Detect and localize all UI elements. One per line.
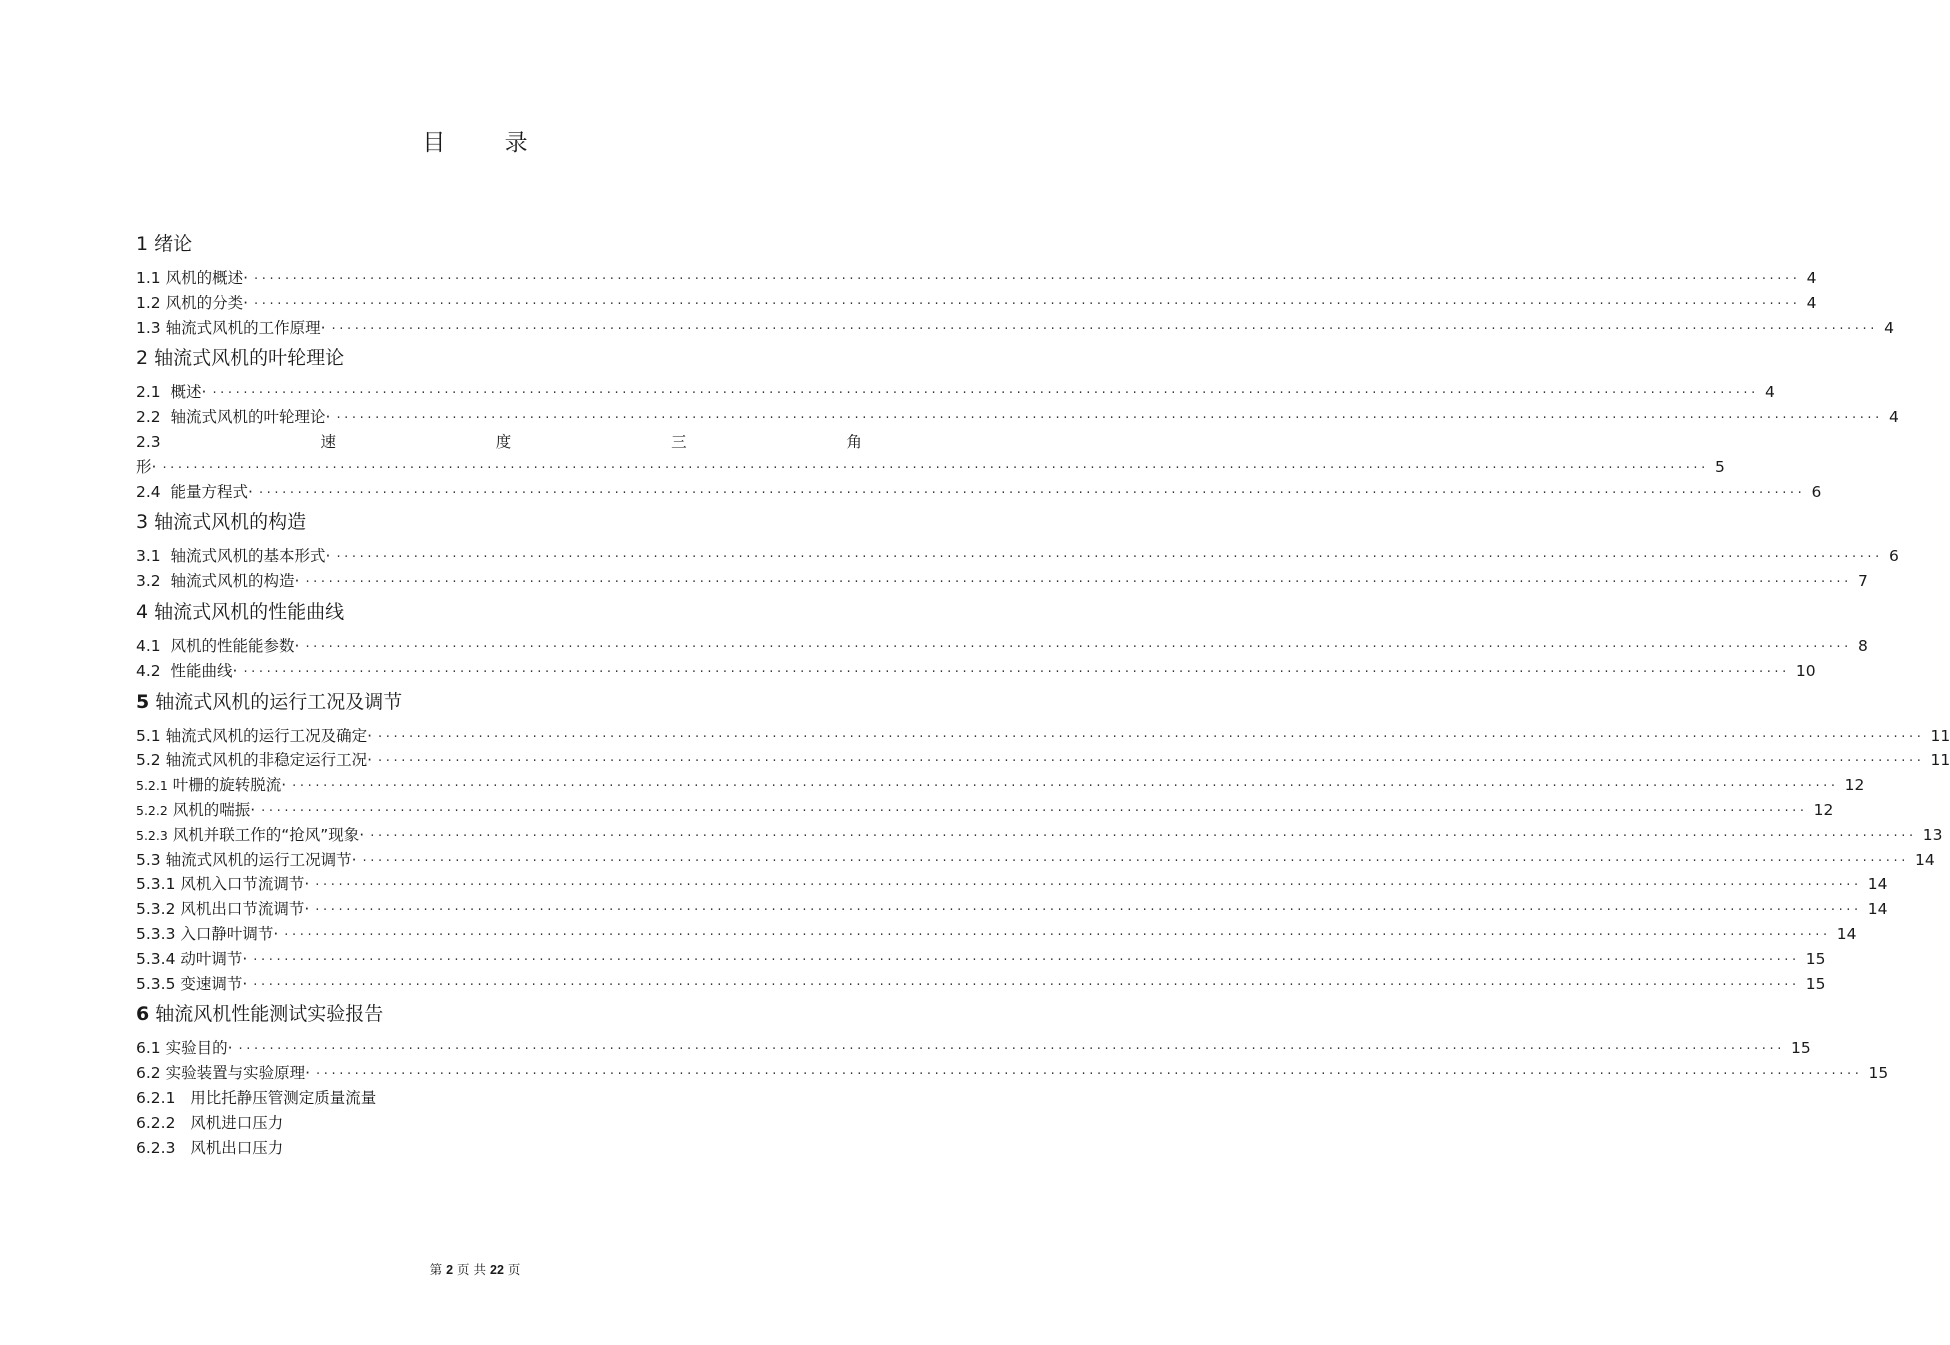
chapter-title: 轴流风机性能测试实验报告: [155, 1003, 384, 1026]
entry-label: 5.3.5 变速调节·: [136, 974, 248, 993]
entry-label: 5.3.4 动叶调节·: [136, 949, 248, 968]
toc-entry[interactable]: [136, 405, 1899, 430]
table-of-contents: [136, 226, 1950, 1160]
entry-label: 5.3.2 风机出口节流调节·: [136, 900, 310, 919]
entry-label: 5.1 轴流式风机的运行工况及确定·: [136, 726, 373, 745]
dot-leader: ········································································································································································································: [261, 803, 1808, 819]
entry-label: 2.1 概述·: [136, 383, 207, 402]
chapter-title: 轴流式风机的叶轮理论: [154, 347, 345, 370]
chapter-title: 轴流式风机的构造: [154, 511, 307, 534]
chapter-number: 6: [136, 1003, 150, 1026]
entry-page: 6: [1811, 482, 1822, 501]
toc-entry[interactable]: [136, 380, 1775, 405]
entry-label: 3.1 轴流式风机的基本形式·: [136, 547, 331, 566]
footer-suffix: 页: [507, 1262, 521, 1277]
entry-page: 4: [1806, 269, 1817, 287]
footer-page-number: 2: [446, 1263, 454, 1277]
toc-entry[interactable]: [136, 922, 1857, 947]
entry-page: 4: [1889, 408, 1899, 427]
toc-entry[interactable]: [136, 773, 1865, 798]
dot-leader: ········································································································································································································: [331, 321, 1878, 337]
toc-entry-continuation[interactable]: [136, 455, 1725, 480]
entry-label: 6.2.1 用比托静压管测定质量流量: [136, 1088, 377, 1107]
dot-leader: ········································································································································································································: [284, 927, 1831, 943]
entry-label: 2.4 能量方程式·: [136, 482, 253, 501]
dot-leader: ········································································································································································································: [378, 754, 1925, 770]
chapter-number: 3: [136, 511, 149, 534]
toc-entry[interactable]: [136, 798, 1834, 823]
toc-entry[interactable]: [136, 823, 1943, 848]
dot-leader: ········································································································································································································: [292, 779, 1839, 795]
page-title: 目 录: [422, 130, 554, 156]
toc-entry[interactable]: [136, 569, 1868, 594]
entry-page: 14: [1914, 850, 1935, 869]
entry-label: 5.2 轴流式风机的非稳定运行工况·: [136, 751, 373, 770]
dot-leader: ········································································································································································································: [336, 411, 1883, 427]
entry-label: 2.2 轴流式风机的叶轮理论·: [136, 408, 331, 427]
entry-label: 6.1 实验目的·: [136, 1039, 233, 1058]
page-footer: [0, 1260, 950, 1278]
entry-label: 1.2 风机的分类·: [136, 293, 249, 312]
dot-leader: ········································································································································································································: [305, 575, 1852, 591]
entry-label: 1.1 风机的概述·: [136, 269, 249, 287]
entry-char: 速: [320, 432, 336, 451]
chapter-number: 1: [136, 233, 149, 255]
dot-leader: ········································································································································································································: [243, 664, 1790, 680]
chapter-title: 轴流式风机的运行工况及调节: [155, 690, 403, 713]
entry-label: 4.2 性能曲线·: [136, 661, 238, 680]
entry-char: 度: [495, 432, 512, 451]
entry-text: 风机并联工作的“抢风”现象·: [167, 825, 365, 844]
chapter-title: 轴流式风机的性能曲线: [154, 600, 345, 623]
dot-leader: ········································································································································································································: [212, 386, 1759, 402]
toc-entry[interactable]: [136, 266, 1817, 291]
entry-page: 8: [1858, 636, 1868, 655]
entry-page: 14: [1867, 875, 1888, 894]
entry-page: 13: [1922, 825, 1943, 844]
chapter-number: 5: [136, 690, 150, 713]
dot-leader: ········································································································································································································: [254, 296, 1801, 312]
dot-leader: ········································································································································································································: [238, 1042, 1785, 1058]
entry-label: [136, 773, 286, 799]
chapter-heading: [136, 1000, 862, 1028]
entry-char: 三: [671, 432, 687, 451]
entry-number: 5.2.2: [136, 802, 168, 818]
toc-entry[interactable]: [136, 724, 1950, 749]
chapter-heading: [136, 344, 862, 372]
entry-page: 15: [1805, 974, 1826, 993]
toc-subentry[interactable]: [136, 1086, 862, 1111]
chapter-title: 绪论: [154, 233, 193, 255]
toc-subentry[interactable]: [136, 1136, 862, 1161]
dot-leader: ········································································································································································································: [253, 977, 1800, 993]
entry-char: 角: [846, 432, 862, 451]
toc-entry[interactable]: [136, 897, 1888, 922]
dot-leader: ········································································································································································································: [258, 485, 1806, 501]
toc-entry[interactable]: [136, 480, 1822, 505]
entry-label: 形·: [136, 457, 157, 476]
toc-entry[interactable]: [136, 316, 1894, 341]
entry-page: 14: [1867, 900, 1888, 919]
entry-page: 12: [1844, 776, 1865, 795]
entry-label: 5.3.3 入口静叶调节·: [136, 924, 279, 943]
chapter-heading: [136, 688, 862, 716]
toc-subentry[interactable]: [136, 1111, 862, 1136]
chapter-number: 2: [136, 347, 149, 370]
entry-label: 6.2 实验装置与实验原理·: [136, 1064, 311, 1083]
dot-leader: ········································································································································································································: [336, 550, 1883, 566]
entry-page: 11: [1930, 751, 1950, 770]
entry-page: 6: [1889, 547, 1899, 566]
entry-page: 5: [1715, 457, 1725, 476]
entry-label: [136, 823, 364, 849]
entry-page: 15: [1790, 1039, 1811, 1058]
toc-entry[interactable]: [136, 748, 1950, 773]
toc-entry[interactable]: [136, 1036, 1811, 1061]
chapter-heading: [136, 508, 862, 536]
entry-label: 5.3.1 风机入口节流调节·: [136, 875, 310, 894]
entry-label: 4.1 风机的性能能参数·: [136, 636, 300, 655]
dot-leader: ········································································································································································································: [370, 828, 1917, 844]
dot-leader: ········································································································································································································: [315, 903, 1862, 919]
entry-page: 12: [1813, 800, 1834, 819]
dot-leader: ········································································································································································································: [254, 272, 1801, 287]
entry-page: 7: [1858, 572, 1868, 591]
chapter-number: 4: [136, 600, 149, 623]
dot-leader: ········································································································································································································: [362, 853, 1909, 869]
entry-text: 风机的喘振·: [167, 800, 256, 819]
dot-leader: ········································································································································································································: [316, 1067, 1863, 1083]
entry-label: 6.2.2 风机进口压力: [136, 1113, 284, 1132]
dot-leader: ········································································································································································································: [315, 878, 1862, 894]
toc-entry[interactable]: [136, 544, 1899, 569]
entry-page: 15: [1868, 1064, 1889, 1083]
dot-leader: ········································································································································································································: [162, 460, 1709, 476]
entry-page: 11: [1930, 726, 1950, 745]
dot-leader: ········································································································································································································: [378, 729, 1925, 745]
toc-entry[interactable]: [136, 291, 1817, 316]
footer-middle: 页 共: [457, 1262, 487, 1277]
toc-entry-justified[interactable]: [136, 430, 862, 455]
entry-number: 5.2.1: [136, 778, 168, 794]
entry-page: 4: [1884, 318, 1894, 337]
toc-entry[interactable]: [136, 659, 1816, 684]
entry-label: 5.3 轴流式风机的运行工况调节·: [136, 850, 357, 869]
entry-page: 14: [1836, 924, 1857, 943]
toc-entry[interactable]: [136, 972, 1826, 997]
toc-entry[interactable]: [136, 1061, 1889, 1086]
entry-page: 10: [1795, 661, 1816, 680]
chapter-heading: [136, 598, 862, 626]
toc-entry[interactable]: [136, 872, 1888, 897]
entry-label: 3.2 轴流式风机的构造·: [136, 572, 300, 591]
dot-leader: ········································································································································································································: [253, 952, 1800, 968]
entry-label: [136, 798, 255, 824]
entry-label-justified: [136, 430, 862, 455]
entry-label: 1.3 轴流式风机的工作原理·: [136, 318, 326, 337]
entry-page: 15: [1805, 949, 1826, 968]
entry-number: 2.3: [136, 432, 161, 451]
entry-page: 4: [1806, 293, 1817, 312]
dot-leader: ········································································································································································································: [305, 639, 1852, 655]
toc-entry[interactable]: [136, 947, 1826, 972]
toc-entry[interactable]: [136, 634, 1868, 659]
toc-entry[interactable]: [136, 848, 1935, 873]
entry-number: 5.2.3: [136, 827, 168, 843]
chapter-heading: [136, 230, 862, 258]
entry-label: 6.2.3 风机出口压力: [136, 1138, 284, 1157]
footer-prefix: 第: [429, 1262, 443, 1277]
entry-text: 叶栅的旋转脱流·: [167, 776, 287, 795]
footer-total-pages: 22: [490, 1263, 504, 1277]
entry-page: 4: [1765, 383, 1775, 402]
